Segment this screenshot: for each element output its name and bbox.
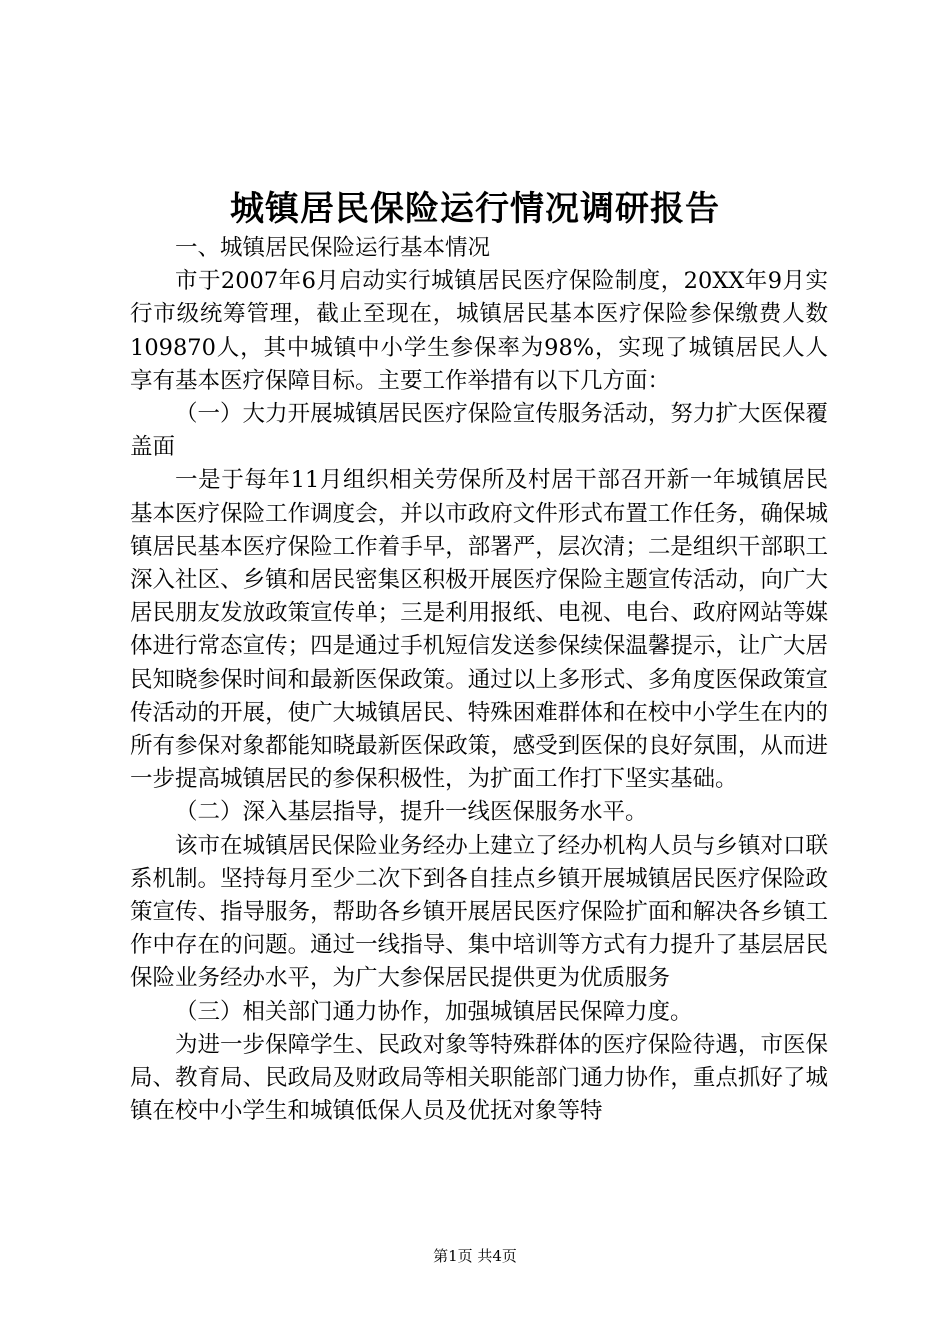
subsection-heading: （三）相关部门通力协作，加强城镇居民保障力度。 <box>175 998 693 1025</box>
body-paragraph: 市于2007年6月启动实行城镇居民医疗保险制度，20XX年9月实行市级统筹管理，截止至现在，城镇居民基本医疗保险参保缴费人数109870人，其中城镇中小学生参保率为98%，实现了城镇居民人人享有基本医疗保障目标。主要工作举措有以下几方面： <box>130 268 828 394</box>
body-paragraph: 一是于每年11月组织相关劳保所及村居干部召开新一年城镇居民基本医疗保险工作调度会，并以市政府文件形式布置工作任务，确保城镇居民基本医疗保险工作着手早，部署严，层次清；二是组织干部职工深入社区、乡镇和居民密集区积极开展医疗保险主题宣传活动，向广大居民朋友发放政策宣传单；三是利用报纸、电视、电台、政府网站等媒体进行常态宣传；四是通过手机短信发送参保续保温馨提示，让广大居民知晓参保时间和最新医保政策。通过以上多形式、多角度医保政策宣传活动的开展，使广大城镇居民、特殊困难群体和在校中小学生在内的所有参保对象都能知晓最新医保政策，感受到医保的良好氛围，从而进一步提高城镇居民的参保积极性，为扩面工作打下坚实基础。 <box>130 467 828 793</box>
document-title: 城镇居民保险运行情况调研报告 <box>230 189 720 229</box>
body-paragraph: 为进一步保障学生、民政对象等特殊群体的医疗保险待遇，市医保局、教育局、民政局及财政局等相关职能部门通力协作，重点抓好了城镇在校中小学生和城镇低保人员及优抚对象等特 <box>130 1031 828 1125</box>
document-body <box>130 232 828 1128</box>
page-number-footer: 第1页 共4页 <box>433 1247 517 1265</box>
subsection-heading: （一）大力开展城镇居民医疗保险宣传服务活动，努力扩大医保覆盖面 <box>130 401 828 461</box>
section-heading: 一、城镇居民保险运行基本情况 <box>175 235 491 261</box>
body-paragraph: 该市在城镇居民保险业务经办上建立了经办机构人员与乡镇对口联系机制。坚持每月至少二次下到各自挂点乡镇开展城镇居民医疗保险政策宣传、指导服务，帮助各乡镇开展居民医疗保险扩面和解决各乡镇工作中存在的问题。通过一线指导、集中培训等方式有力提升了基层居民保险业务经办水平，为广大参保居民提供更为优质服务 <box>130 832 828 992</box>
subsection-heading: （二）深入基层指导，提升一线医保服务水平。 <box>175 799 648 826</box>
